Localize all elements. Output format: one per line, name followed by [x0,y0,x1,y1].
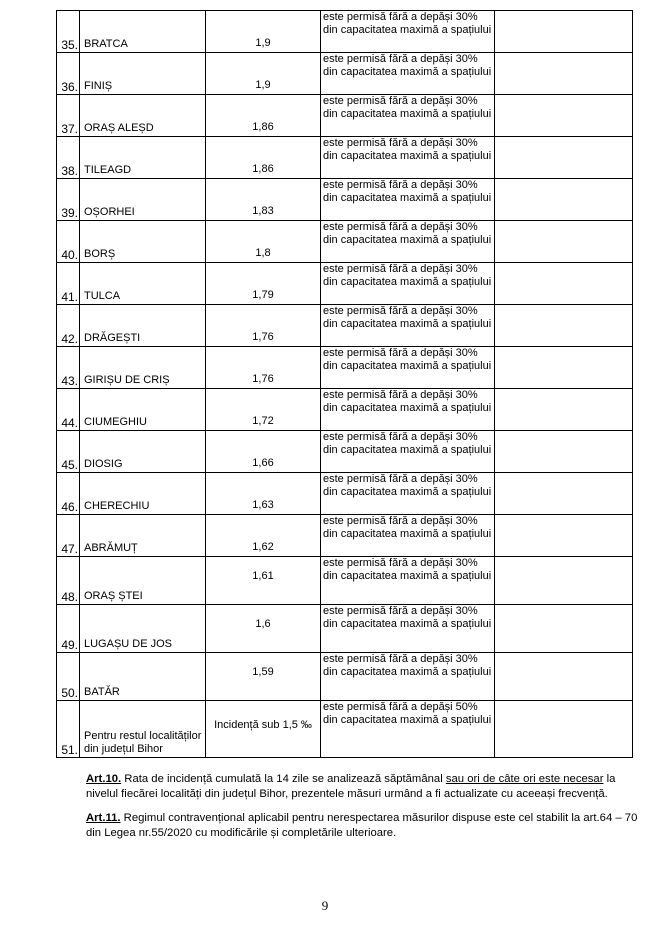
row-number [57,701,80,758]
locality-name-text: DIOSIG [84,458,123,470]
locality-name [80,11,206,53]
capacity-rule [321,515,495,557]
empty-cell [495,515,633,557]
incidence-value [206,701,321,758]
incidence-value-text: 1,66 [252,457,274,469]
capacity-rule [321,653,495,701]
capacity-rule-text: este permisă fără a depăși 30% din capacitatea maximă a spațiului [323,221,492,246]
row-number [57,53,80,95]
incidence-value-text: 1,76 [252,373,274,385]
articles-section [86,772,639,850]
capacity-rule [321,557,495,605]
locality-name [80,347,206,389]
empty-cell [495,473,633,515]
locality-name [80,53,206,95]
incidence-value [206,557,321,605]
row-number [57,515,80,557]
locality-name [80,431,206,473]
article-10 [86,772,639,802]
incidence-value [206,263,321,305]
row-number [57,557,80,605]
locality-name [80,701,206,758]
capacity-rule-text: este permisă fără a depăși 30% din capacitatea maximă a spațiului [323,263,492,288]
incidence-value-text: 1,6 [255,618,271,630]
incidence-value-text: 1,62 [252,541,274,553]
locality-name [80,137,206,179]
capacity-rule-text: este permisă fără a depăși 30% din capacitatea maximă a spațiului [323,653,492,678]
article-11 [86,811,639,841]
empty-cell [495,11,633,53]
table-row [57,179,633,221]
incidence-value [206,179,321,221]
incidence-value-text: 1,72 [252,415,274,427]
capacity-rule-text: este permisă fără a depăși 30% din capacitatea maximă a spațiului [323,179,492,204]
locality-name [80,221,206,263]
row-number [57,95,80,137]
row-number [57,179,80,221]
empty-cell [495,53,633,95]
capacity-rule-text: este permisă fără a depăși 50% din capacitatea maximă a spațiului [323,701,492,726]
row-number-text: 35. [61,38,78,52]
empty-cell [495,347,633,389]
row-number-text: 49. [61,638,78,652]
capacity-rule [321,263,495,305]
locality-name-text: CIUMEGHIU [84,416,147,428]
incidence-value-text: 1,61 [252,570,274,582]
capacity-rule [321,347,495,389]
capacity-rule [321,221,495,263]
row-number-text: 44. [61,416,78,430]
empty-cell [495,179,633,221]
row-number-text: 46. [61,500,78,514]
capacity-rule-text: este permisă fără a depăși 30% din capacitatea maximă a spațiului [323,11,492,36]
locality-name-text: Pentru restul localităților din județul Bihor [84,730,202,755]
empty-cell [495,701,633,758]
incidence-value [206,653,321,701]
empty-cell [495,605,633,653]
incidence-value-text: 1,86 [252,121,274,133]
locality-name-text: TILEAGD [84,164,132,176]
row-number-text: 40. [61,248,78,262]
capacity-rule-text: este permisă fără a depăși 30% din capacitatea maximă a spațiului [323,431,492,456]
table-row [57,557,633,605]
locality-name-text: BATĂR [84,686,120,698]
incidence-value [206,389,321,431]
table-row [57,515,633,557]
table-row [57,605,633,653]
table-row [57,95,633,137]
locality-name-text: OȘORHEI [84,206,135,218]
table-row [57,53,633,95]
locality-name-text: GIRIȘU DE CRIȘ [84,374,170,386]
table-row [57,305,633,347]
capacity-rule [321,11,495,53]
incidence-value [206,137,321,179]
incidence-value [206,515,321,557]
incidence-value [206,431,321,473]
locality-name [80,95,206,137]
empty-cell [495,431,633,473]
capacity-rule-text: este permisă fără a depăși 30% din capacitatea maximă a spațiului [323,305,492,330]
incidence-value-text: 1,9 [255,37,271,49]
locality-name-text: TULCA [84,290,121,302]
row-number-text: 41. [61,290,78,304]
incidence-value [206,347,321,389]
capacity-rule-text: este permisă fără a depăși 30% din capacitatea maximă a spațiului [323,515,492,540]
page-number: 9 [321,898,329,913]
row-number-text: 47. [61,542,78,556]
incidence-value [206,53,321,95]
capacity-rule [321,431,495,473]
article-10-label: Art.10. [86,773,122,785]
capacity-rule [321,137,495,179]
incidence-value-text: 1,9 [255,79,271,91]
locality-name [80,473,206,515]
row-number [57,305,80,347]
locality-name-text: ORAȘ ȘTEI [84,590,143,602]
capacity-rule [321,701,495,758]
table-row [57,701,633,758]
capacity-rule-text: este permisă fără a depăși 30% din capacitatea maximă a spațiului [323,605,492,630]
row-number-text: 50. [61,686,78,700]
article-10-text-b: la nivelul fiecărei localități din județul Bihor, prezentele măsuri urmând a fi actualizate cu aceeași frecvență. [86,773,616,800]
incidence-value [206,11,321,53]
empty-cell [495,263,633,305]
incidence-value [206,95,321,137]
locality-name-text: LUGAȘU DE JOS [84,638,173,650]
row-number-text: 51. [61,743,78,757]
row-number-text: 39. [61,206,78,220]
empty-cell [495,653,633,701]
capacity-rule-text: este permisă fără a depăși 30% din capacitatea maximă a spațiului [323,557,492,582]
article-10-text-a: Rata de incidență cumulată la 14 zile se analizează săptămânal [121,773,446,785]
incidence-value [206,305,321,347]
article-11-label: Art.11. [86,812,121,824]
row-number [57,221,80,263]
locality-name-text: BRATCA [84,38,128,50]
locality-name-text: DRĂGEȘTI [84,332,141,344]
row-number-text: 43. [61,374,78,388]
table-row [57,137,633,179]
table-row [57,389,633,431]
row-number-text: 45. [61,458,78,472]
empty-cell [495,305,633,347]
incidence-value [206,473,321,515]
row-number-text: 37. [61,122,78,136]
capacity-rule [321,95,495,137]
article-10-underlined: sau ori de câte ori este necesar [445,773,604,785]
capacity-rule [321,53,495,95]
locality-name [80,305,206,347]
table-row [57,473,633,515]
locality-name-text: ORAȘ ALEȘD [84,122,154,134]
empty-cell [495,221,633,263]
localities-table [56,10,633,758]
locality-name [80,557,206,605]
capacity-rule [321,605,495,653]
incidence-value-text: 1,79 [252,289,274,301]
capacity-rule [321,305,495,347]
row-number [57,347,80,389]
locality-name [80,605,206,653]
table-row [57,431,633,473]
table-row [57,653,633,701]
locality-name-text: ABRĂMUȚ [84,542,138,554]
capacity-rule-text: este permisă fără a depăși 30% din capacitatea maximă a spațiului [323,137,492,162]
row-number [57,389,80,431]
table-row [57,347,633,389]
locality-name-text: CHERECHIU [84,500,150,512]
locality-name [80,263,206,305]
incidence-value-text: Incidență sub 1,5 ‰ [214,718,312,731]
locality-name [80,389,206,431]
capacity-rule [321,179,495,221]
locality-name [80,653,206,701]
empty-cell [495,95,633,137]
row-number [57,11,80,53]
capacity-rule-text: este permisă fără a depăși 30% din capacitatea maximă a spațiului [323,473,492,498]
row-number [57,473,80,515]
locality-name [80,515,206,557]
capacity-rule [321,473,495,515]
article-11-text: Regimul contravențional aplicabil pentru nerespectarea măsurilor dispuse este cel stabilit la art.64 – 70 din Legea nr.55/2020 cu modificările și completările ulterioare. [86,812,638,839]
table-row [57,11,633,53]
table-row [57,221,633,263]
capacity-rule-text: este permisă fără a depăși 30% din capacitatea maximă a spațiului [323,95,492,120]
row-number [57,431,80,473]
incidence-value-text: 1,59 [252,666,274,678]
empty-cell [495,557,633,605]
row-number-text: 48. [61,590,78,604]
capacity-rule-text: este permisă fără a depăși 30% din capacitatea maximă a spațiului [323,347,492,372]
row-number [57,653,80,701]
table-row [57,263,633,305]
capacity-rule-text: este permisă fără a depăși 30% din capacitatea maximă a spațiului [323,389,492,414]
incidence-value-text: 1,63 [252,499,274,511]
row-number-text: 42. [61,332,78,346]
incidence-value-text: 1,83 [252,205,274,217]
locality-name-text: FINIȘ [84,80,113,92]
empty-cell [495,137,633,179]
locality-name [80,179,206,221]
capacity-rule-text: este permisă fără a depăși 30% din capacitatea maximă a spațiului [323,53,492,78]
row-number [57,605,80,653]
locality-name-text: BORȘ [84,248,116,260]
incidence-value [206,221,321,263]
incidence-value-text: 1,86 [252,163,274,175]
row-number [57,137,80,179]
incidence-value-text: 1,76 [252,331,274,343]
capacity-rule [321,389,495,431]
row-number-text: 36. [61,80,78,94]
incidence-value [206,605,321,653]
incidence-value-text: 1,8 [255,247,271,259]
row-number-text: 38. [61,164,78,178]
empty-cell [495,389,633,431]
row-number [57,263,80,305]
